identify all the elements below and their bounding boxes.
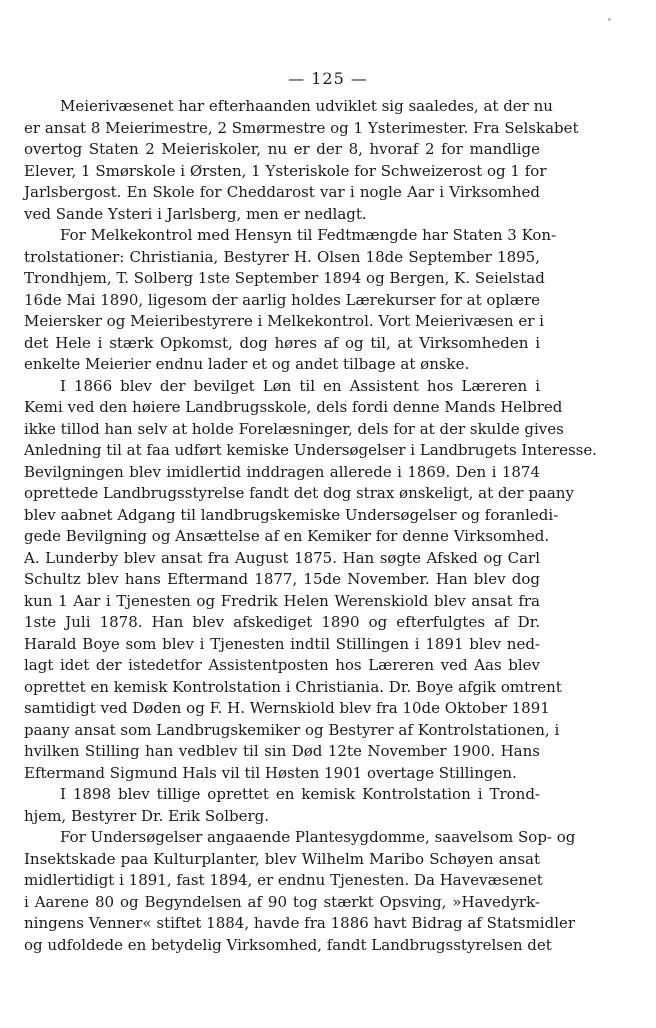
text-line: hvilken Stilling han vedblev til sin Død 12te November 1900. Hans	[24, 742, 540, 760]
text-line: gede Bevilgning og Ansættelse af en Kemiker for denne Virksomhed.	[24, 527, 550, 545]
text-line: kun 1 Aar i Tjenesten og Fredrik Helen Werenskiold blev ansat fra	[24, 591, 540, 610]
text-line: oprettede Landbrugsstyrelse fandt det dog strax ønskeligt, at der paany	[24, 484, 574, 502]
text-line: I 1866 blev der bevilget Løn til en Assistent hos Læreren i	[60, 376, 540, 395]
text-line: Bevilgningen blev imidlertid inddragen allerede i 1869. Den i 1874	[24, 462, 540, 481]
paragraph-trondhjem	[24, 784, 540, 827]
margin-speck	[608, 18, 611, 21]
body-text	[24, 96, 598, 956]
text-line: Eftermand Sigmund Hals vil til Høsten 1901 overtage Stillingen.	[24, 763, 517, 782]
text-line: Meiersker og Meieribestyrere i Melkekontrol. Vort Meierivæsen er i	[24, 312, 544, 330]
text-line: blev aabnet Adgang til landbrugskemiske Undersøgelser og foranledi-	[24, 505, 559, 524]
text-line: A. Lunderby blev ansat fra August 1875. Han søgte Afsked og Carl	[24, 548, 540, 567]
text-line: Harald Boye som blev i Tjenesten indtil Stillingen i 1891 blev ned-	[24, 634, 540, 653]
paragraph-plant-disease	[24, 827, 576, 956]
text-line: ikke tillod han selv at holde Forelæsninger, dels for at der skulde gives	[24, 419, 564, 438]
text-line: hjem, Bestyrer Dr. Erik Solberg.	[24, 806, 270, 825]
paragraph-dairy	[24, 96, 579, 225]
text-line: Jarlsbergost. En Skole for Cheddarost var i nogle Aar i Virksomhed	[24, 183, 540, 201]
text-line: lagt idet der istedetfor Assistentposten hos Læreren ved Aas blev	[24, 656, 540, 674]
text-line: 1ste Juli 1878. Han blev afskediget 1890 og efterfulgtes af Dr.	[24, 613, 540, 631]
text-line: midlertidigt i 1891, fast 1894, er endnu Tjenesten. Da Havevæsenet	[24, 871, 543, 889]
text-line: For Melkekontrol med Hensyn til Fedtmængde har Staten 3 Kon-	[60, 226, 557, 244]
text-line: For Undersøgelser angaaende Plantesygdomme, saavelsom Sop- og	[60, 828, 576, 846]
text-line: i Aarene 80 og Begyndelsen af 90 tog stærkt Opsving, »Havedyrk-	[24, 892, 540, 911]
text-line: Anledning til at faa udført kemiske Undersøgelser i Landbrugets Interesse.	[24, 441, 598, 459]
text-line: samtidigt ved Døden og F. H. Wernskiold blev fra 10de Oktober 1891	[24, 699, 550, 717]
text-line: og udfoldede en betydelig Virksomhed, fandt Landbrugsstyrelsen det	[24, 935, 552, 954]
text-line: Insektskade paa Kulturplanter, blev Wilhelm Maribo Schøyen ansat	[24, 849, 540, 868]
text-line: Meierivæsenet har efterhaanden udviklet sig saaledes, at der nu	[60, 97, 553, 115]
text-line: paany ansat som Landbrugskemiker og Bestyrer af Kontrolstationen, i	[24, 720, 560, 739]
text-line: enkelte Meierier endnu lader et og andet tilbage at ønske.	[24, 355, 470, 373]
text-line: 16de Mai 1890, ligesom der aarlig holdes Lærekurser for at oplære	[24, 290, 540, 309]
text-line: Schultz blev hans Eftermand 1877, 15de November. Han blev dog	[24, 570, 540, 588]
text-line: I 1898 blev tillige oprettet en kemisk Kontrolstation i Trond-	[60, 785, 540, 803]
text-line: oprettet en kemisk Kontrolstation i Christiania. Dr. Boye afgik omtrent	[24, 677, 562, 696]
page-number: — 125 —	[288, 69, 368, 88]
text-line: ningens Venner« stiftet 1884, havde fra 1886 havt Bidrag af Statsmidler	[24, 914, 576, 932]
text-line: Elever, 1 Smørskole i Ørsten, 1 Ysteriskole for Schweizerost og 1 for	[24, 161, 547, 180]
text-line: Trondhjem, T. Solberg 1ste September 1894 og Bergen, K. Seielstad	[24, 269, 545, 287]
text-line: Kemi ved den høiere Landbrugsskole, dels fordi denne Mands Helbred	[24, 398, 563, 416]
text-line: det Hele i stærk Opkomst, dog høres af og til, at Virksomheden i	[24, 333, 540, 352]
paragraph-milk-control	[24, 225, 557, 376]
text-line: er ansat 8 Meierimestre, 2 Smørmestre og 1 Ysterimester. Fra Selskabet	[24, 118, 579, 137]
text-line: overtog Staten 2 Meieriskoler, nu er der 8, hvoraf 2 for mandlige	[24, 140, 540, 158]
text-line: ved Sande Ysteri i Jarlsberg, men er nedlagt.	[24, 204, 367, 223]
text-line: trolstationer: Christiania, Bestyrer H. Olsen 18de September 1895,	[24, 247, 540, 266]
paragraph-chemistry	[24, 376, 598, 785]
